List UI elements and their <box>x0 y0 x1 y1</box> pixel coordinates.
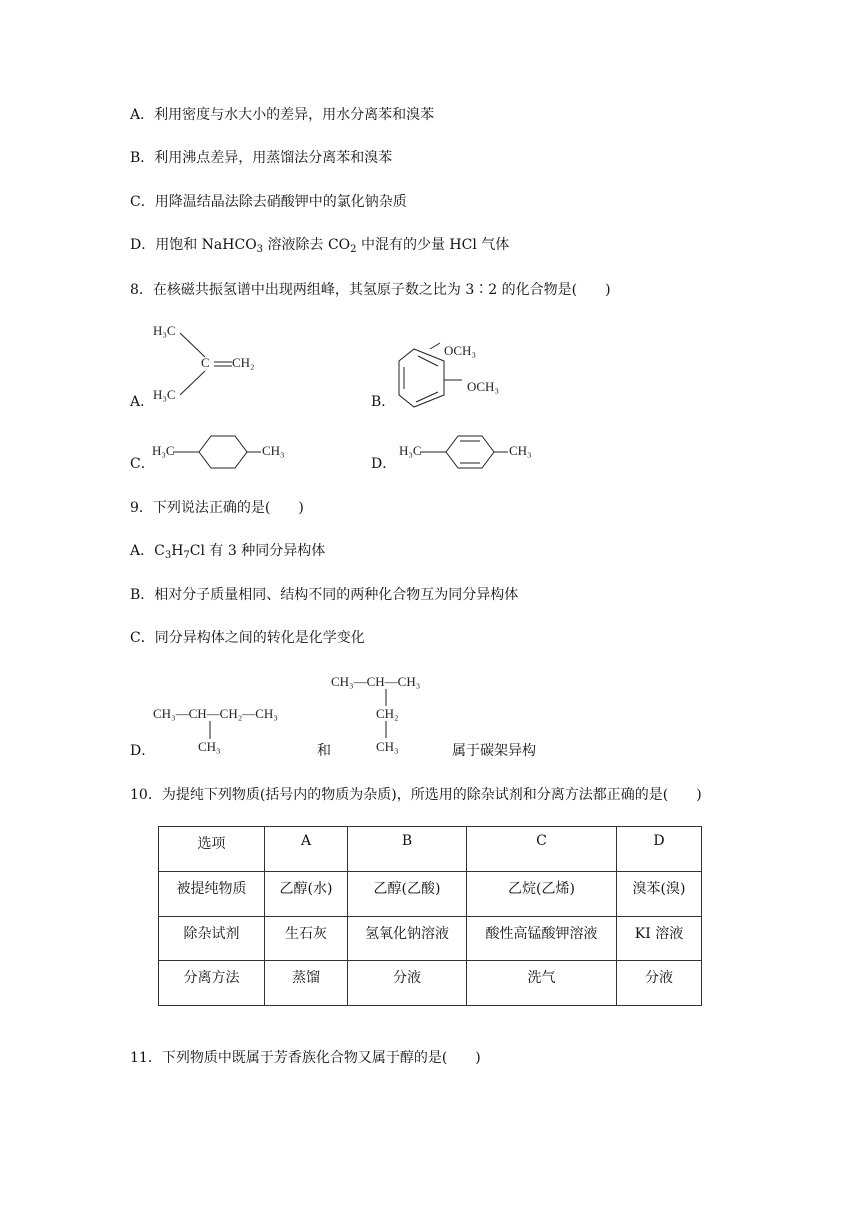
q8-a-h3c-bottom: H₃C <box>153 387 176 402</box>
table-cell: 酸性高锰酸钾溶液 <box>467 916 617 961</box>
table-row <box>159 961 702 1006</box>
q8-label-a: A． <box>130 394 155 410</box>
q9-a-sub1: 3 <box>164 550 172 561</box>
q10-table <box>158 826 702 1006</box>
q9-a-post: Cl 有 3 种同分异构体 <box>189 543 326 559</box>
q8-b-benzene-ring <box>392 340 492 410</box>
q9-a-sub2: 7 <box>183 550 190 561</box>
table-header-cell: B <box>348 827 467 872</box>
q8-c-ch3: CH₃ <box>262 443 285 458</box>
q8-a-h3c-top: H₃C <box>153 323 176 338</box>
q9-a-h: H <box>171 543 184 559</box>
q7-d-pre: D．用饱和 NaHCO <box>130 237 257 253</box>
q8-d-benzene-ring <box>420 432 520 472</box>
q9-a-pre: A．C <box>130 543 165 559</box>
q7-option-b: B．利用沸点差异，用蒸馏法分离苯和溴苯 <box>130 150 393 166</box>
table-cell: 分液 <box>617 961 702 1006</box>
q9-structure-1-main: CH₃—CH—CH₂—CH₃ <box>153 706 278 721</box>
q9-structure-2-mid: CH₂ <box>376 706 399 721</box>
q9-option-d-tail: 属于碳架异构 <box>452 743 536 759</box>
q8-d-h3c: H₃C <box>399 443 422 458</box>
table-cell: 被提纯物质 <box>159 871 265 916</box>
q10-stem: 10．为提纯下列物质(括号内的物质为杂质)，所选用的除杂试剂和分离方法都正确的是( ) <box>130 787 702 803</box>
table-cell: 溴苯(溴) <box>617 871 702 916</box>
table-cell: 分离方法 <box>159 961 265 1006</box>
table-cell: 乙烷(乙烯) <box>467 871 617 916</box>
q7-d-post: 中混有的少量 HCl 气体 <box>356 237 510 253</box>
q9-option-c: C．同分异构体之间的转化是化学变化 <box>130 630 365 646</box>
q8-d-ch3: CH₃ <box>509 443 532 458</box>
table-row <box>159 871 702 916</box>
q8-label-d: D． <box>371 456 397 472</box>
table-cell: 生石灰 <box>265 916 348 961</box>
q8-c-cyclohexane-ring <box>173 432 273 472</box>
q7-option-a: A．利用密度与水大小的差异，用水分离苯和溴苯 <box>130 107 435 123</box>
q7-option-c: C．用降温结晶法除去硝酸钾中的氯化钠杂质 <box>130 194 407 210</box>
q8-stem: 8．在核磁共振氢谱中出现两组峰，其氢原子数之比为 3∶2 的化合物是( ) <box>130 282 611 298</box>
q8-a-structure-bonds <box>175 325 255 405</box>
q9-structure-2-bond-2 <box>381 721 391 741</box>
q11-stem: 11．下列物质中既属于芳香族化合物又属于醇的是( ) <box>130 1050 481 1066</box>
table-cell: 氢氧化钠溶液 <box>348 916 467 961</box>
table-header-cell: A <box>265 827 348 872</box>
table-cell: 洗气 <box>467 961 617 1006</box>
table-header-cell: C <box>467 827 617 872</box>
q9-stem: 9．下列说法正确的是( ) <box>130 500 304 516</box>
q8-a-ch2: CH₂ <box>232 355 255 370</box>
q8-b-och3-right: OCH₃ <box>467 379 499 394</box>
q7-d-sub1: 3 <box>256 244 264 255</box>
table-row <box>159 916 702 961</box>
q8-label-c: C． <box>130 456 155 472</box>
q9-option-d-and: 和 <box>317 743 331 759</box>
table-cell: 蒸馏 <box>265 961 348 1006</box>
q8-label-b: B． <box>371 394 396 410</box>
q9-option-a <box>130 542 325 560</box>
q9-option-b: B．相对分子质量相同、结构不同的两种化合物互为同分异构体 <box>130 587 519 603</box>
table-header-cell: 选项 <box>159 827 265 872</box>
table-header-cell: D <box>617 827 702 872</box>
q8-c-h3c: H₃C <box>152 443 175 458</box>
table-cell: 除杂试剂 <box>159 916 265 961</box>
table-cell: KI 溶液 <box>617 916 702 961</box>
q7-d-mid: 溶液除去 CO <box>263 237 351 253</box>
q8-a-c: C <box>201 355 210 370</box>
table-cell: 乙醇(水) <box>265 871 348 916</box>
q7-d-sub2: 2 <box>350 244 357 255</box>
q8-b-och3-top: OCH₃ <box>444 343 476 358</box>
q7-option-d <box>130 236 509 254</box>
q9-structure-1-branch: CH₃ <box>198 739 221 754</box>
table-cell: 乙醇(乙酸) <box>348 871 467 916</box>
q9-option-d-label: D． <box>130 743 156 759</box>
table-header-row <box>159 827 702 872</box>
q9-structure-2-top: CH₃—CH—CH₃ <box>331 674 421 689</box>
q9-structure-1-branch-bond <box>205 721 215 741</box>
q9-structure-2-bottom: CH₃ <box>376 739 399 754</box>
table-cell: 分液 <box>348 961 467 1006</box>
